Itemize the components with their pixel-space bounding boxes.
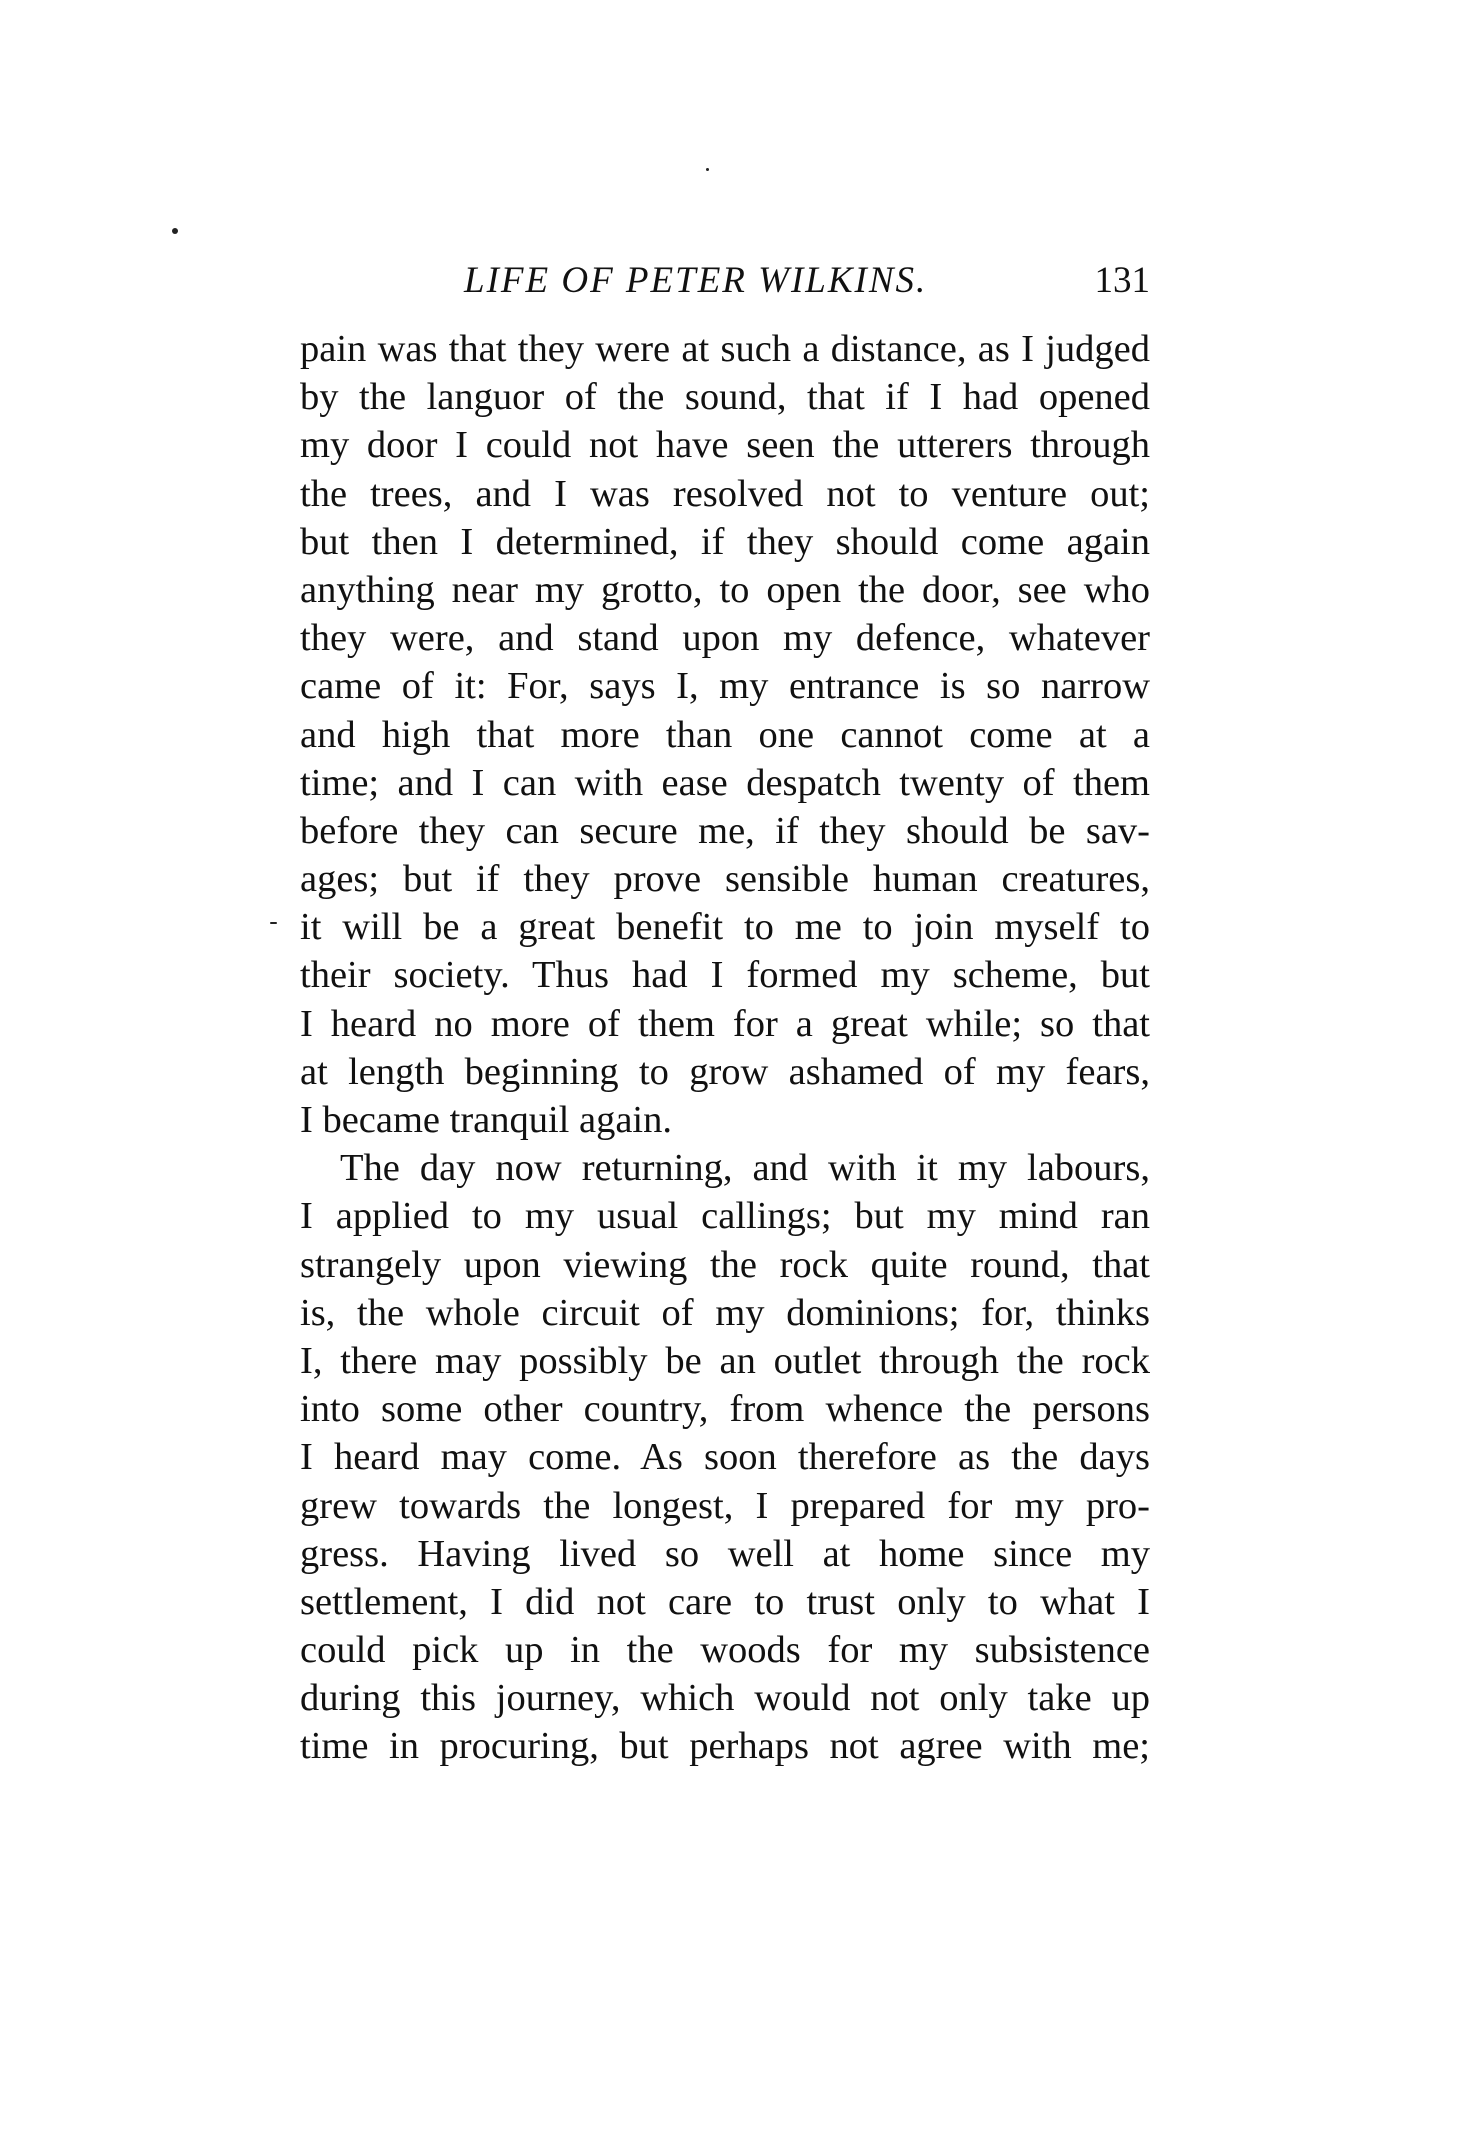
paragraph	[300, 325, 1150, 1144]
text-line: I, there may possibly be an outlet through the rock	[300, 1339, 1150, 1382]
ink-speck	[706, 168, 709, 171]
text-line: is, the whole circuit of my dominions; for, thinks	[300, 1291, 1150, 1334]
text-line: and high that more than one cannot come at a	[300, 713, 1150, 756]
text-line: their society. Thus had I formed my scheme, but	[300, 954, 1150, 997]
body-text	[300, 325, 1150, 1771]
text-line: strangely upon viewing the rock quite round, that	[300, 1243, 1150, 1286]
ink-speck	[270, 922, 277, 924]
text-line: The day now returning, and with it my labours,	[340, 1147, 1150, 1190]
text-line: gress. Having lived so well at home since my	[300, 1532, 1150, 1575]
paragraph	[300, 1144, 1150, 1770]
ink-speck	[172, 228, 178, 234]
text-line: but then I determined, if they should come again	[300, 520, 1150, 563]
text-line: the trees, and I was resolved not to venture out;	[300, 472, 1150, 515]
page-number: 131	[1094, 260, 1150, 301]
text-line: into some other country, from whence the persons	[300, 1388, 1150, 1431]
text-line: before they can secure me, if they should be sav-	[300, 809, 1150, 852]
text-line: I became tranquil again.	[300, 1099, 672, 1141]
text-line: by the languor of the sound, that if I had opened	[300, 376, 1150, 419]
text-line: could pick up in the woods for my subsistence	[300, 1629, 1150, 1672]
text-line: ages; but if they prove sensible human creatures,	[300, 858, 1150, 901]
text-line: time; and I can with ease despatch twenty of them	[300, 761, 1150, 804]
text-line: it will be a great benefit to me to join myself to	[300, 906, 1150, 949]
text-line: pain was that they were at such a distance, as I judged	[300, 328, 1150, 370]
text-line: I applied to my usual callings; but my mind ran	[300, 1195, 1150, 1238]
text-line: anything near my grotto, to open the door, see who	[300, 568, 1150, 611]
text-line: time in procuring, but perhaps not agree with me;	[300, 1725, 1150, 1768]
text-line: grew towards the longest, I prepared for my pro-	[300, 1484, 1150, 1527]
text-line: my door I could not have seen the utterers through	[300, 424, 1150, 467]
running-head: LIFE OF PETER WILKINS.	[464, 260, 928, 301]
text-line: at length beginning to grow ashamed of my fears,	[300, 1050, 1150, 1093]
text-line: I heard no more of them for a great while; so that	[300, 1002, 1150, 1045]
text-line: during this journey, which would not only take up	[300, 1677, 1150, 1720]
text-line: settlement, I did not care to trust only to what I	[300, 1580, 1150, 1623]
page-header	[300, 256, 1150, 306]
text-line: I heard may come. As soon therefore as the days	[300, 1436, 1150, 1479]
text-line: they were, and stand upon my defence, whatever	[300, 617, 1150, 660]
text-line: came of it: For, says I, my entrance is so narrow	[300, 665, 1150, 708]
